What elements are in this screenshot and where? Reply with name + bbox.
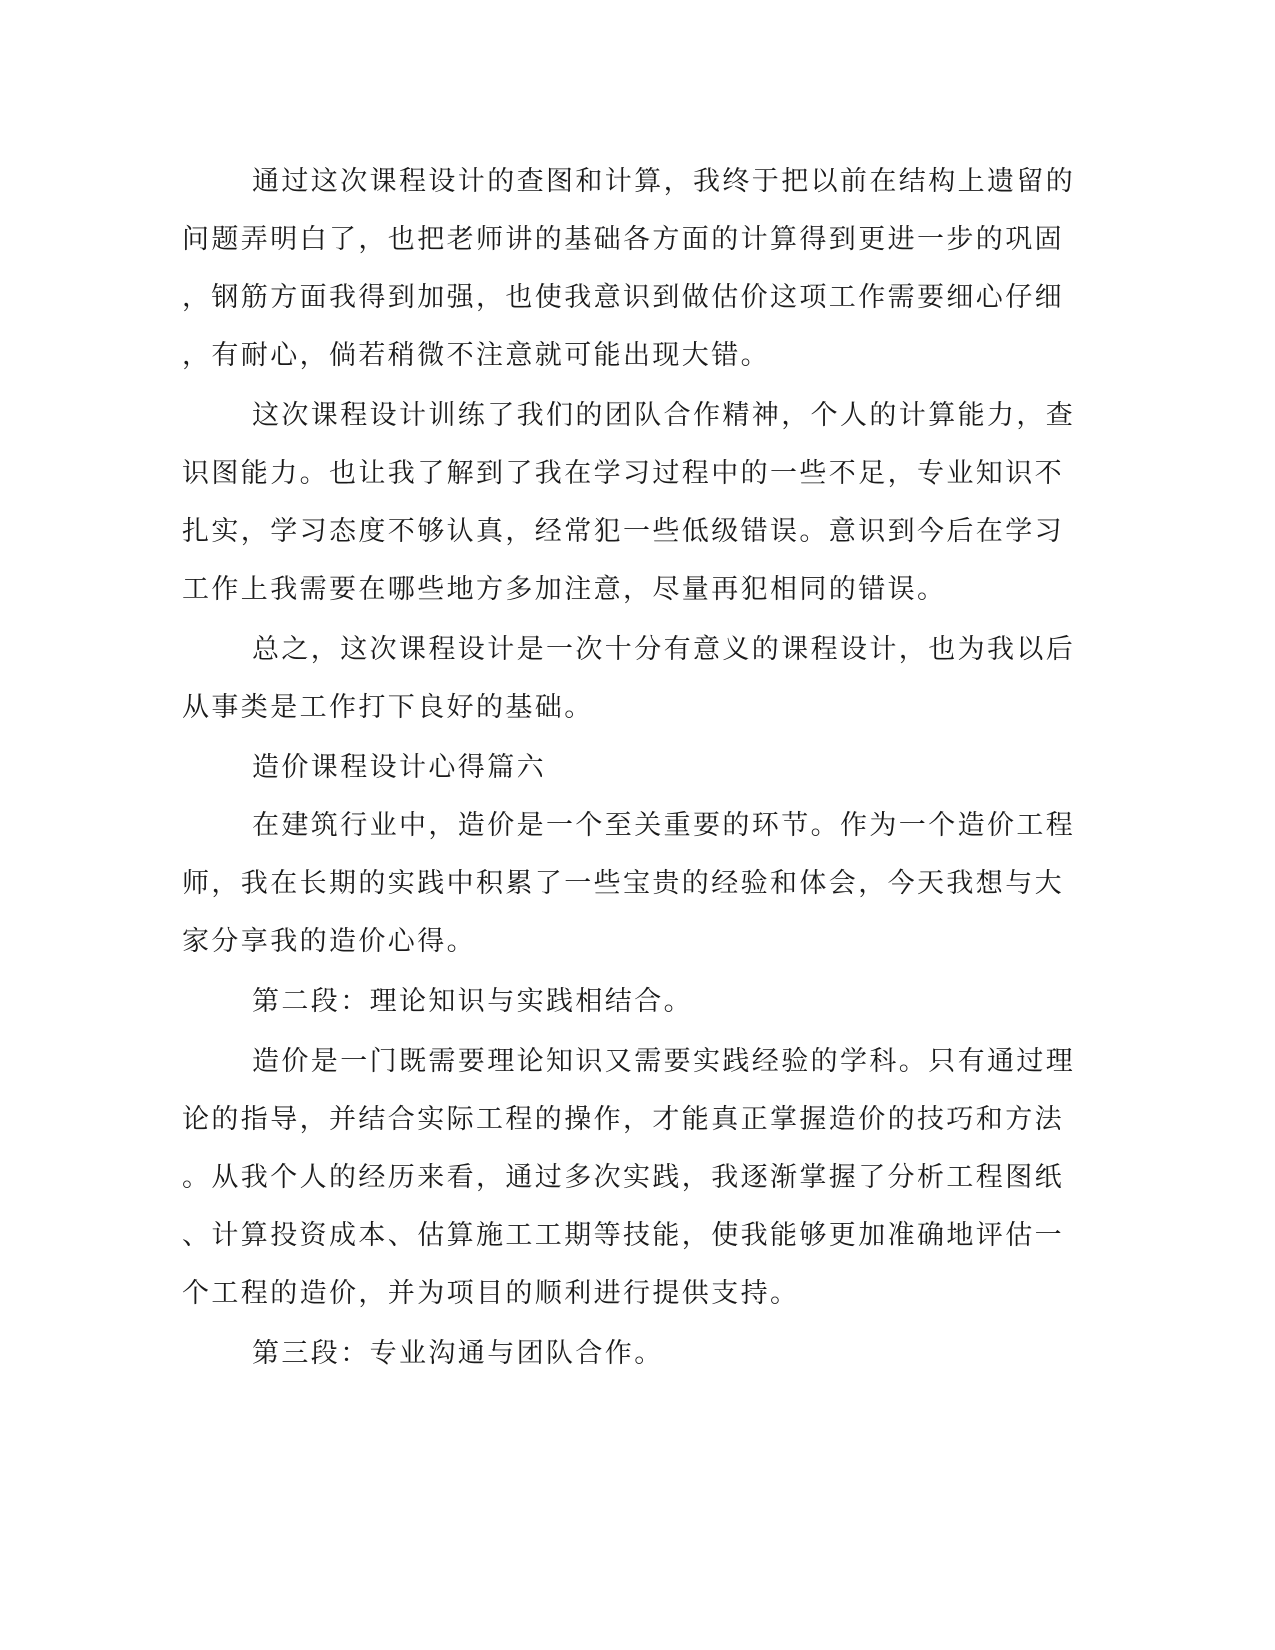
paragraph-1-line-2: 问题弄明白了，也把老师讲的基础各方面的计算得到更进一步的巩固 bbox=[182, 224, 1064, 255]
paragraph-3-line-2: 从事类是工作打下良好的基础。 bbox=[182, 692, 594, 723]
paragraph-2-line-1: 这次课程设计训练了我们的团队合作精神，个人的计算能力，查 bbox=[252, 400, 1076, 431]
paragraph-2-line-2: 识图能力。也让我了解到了我在学习过程中的一些不足，专业知识不 bbox=[182, 458, 1064, 489]
subheading-part-three: 第三段：专业沟通与团队合作。 bbox=[252, 1338, 664, 1369]
paragraph-7-line-1: 造价是一门既需要理论知识又需要实践经验的学科。只有通过理 bbox=[252, 1046, 1076, 1077]
section-heading: 造价课程设计心得篇六 bbox=[252, 752, 546, 783]
paragraph-3-line-1: 总之，这次课程设计是一次十分有意义的课程设计，也为我以后 bbox=[252, 634, 1076, 665]
paragraph-5-line-1: 在建筑行业中，造价是一个至关重要的环节。作为一个造价工程 bbox=[252, 810, 1076, 841]
subheading-part-two: 第二段：理论知识与实践相结合。 bbox=[252, 986, 693, 1017]
paragraph-5-line-2: 师，我在长期的实践中积累了一些宝贵的经验和体会，今天我想与大 bbox=[182, 868, 1064, 899]
paragraph-7-line-5: 个工程的造价，并为项目的顺利进行提供支持。 bbox=[182, 1278, 800, 1309]
paragraph-5-line-3: 家分享我的造价心得。 bbox=[182, 926, 476, 957]
paragraph-2-line-4: 工作上我需要在哪些地方多加注意，尽量再犯相同的错误。 bbox=[182, 574, 947, 605]
paragraph-2-line-3: 扎实，学习态度不够认真，经常犯一些低级错误。意识到今后在学习 bbox=[182, 516, 1064, 547]
paragraph-7-line-3: 。从我个人的经历来看，通过多次实践，我逐渐掌握了分析工程图纸 bbox=[182, 1162, 1064, 1193]
paragraph-1-line-3: ，钢筋方面我得到加强，也使我意识到做估价这项工作需要细心仔细 bbox=[182, 282, 1064, 313]
paragraph-7-line-2: 论的指导，并结合实际工程的操作，才能真正掌握造价的技巧和方法 bbox=[182, 1104, 1064, 1135]
paragraph-7-line-4: 、计算投资成本、估算施工工期等技能，使我能够更加准确地评估一 bbox=[182, 1220, 1064, 1251]
paragraph-1-line-4: ，有耐心，倘若稍微不注意就可能出现大错。 bbox=[182, 340, 770, 371]
paragraph-1-line-1: 通过这次课程设计的查图和计算，我终于把以前在结构上遗留的 bbox=[252, 166, 1076, 197]
